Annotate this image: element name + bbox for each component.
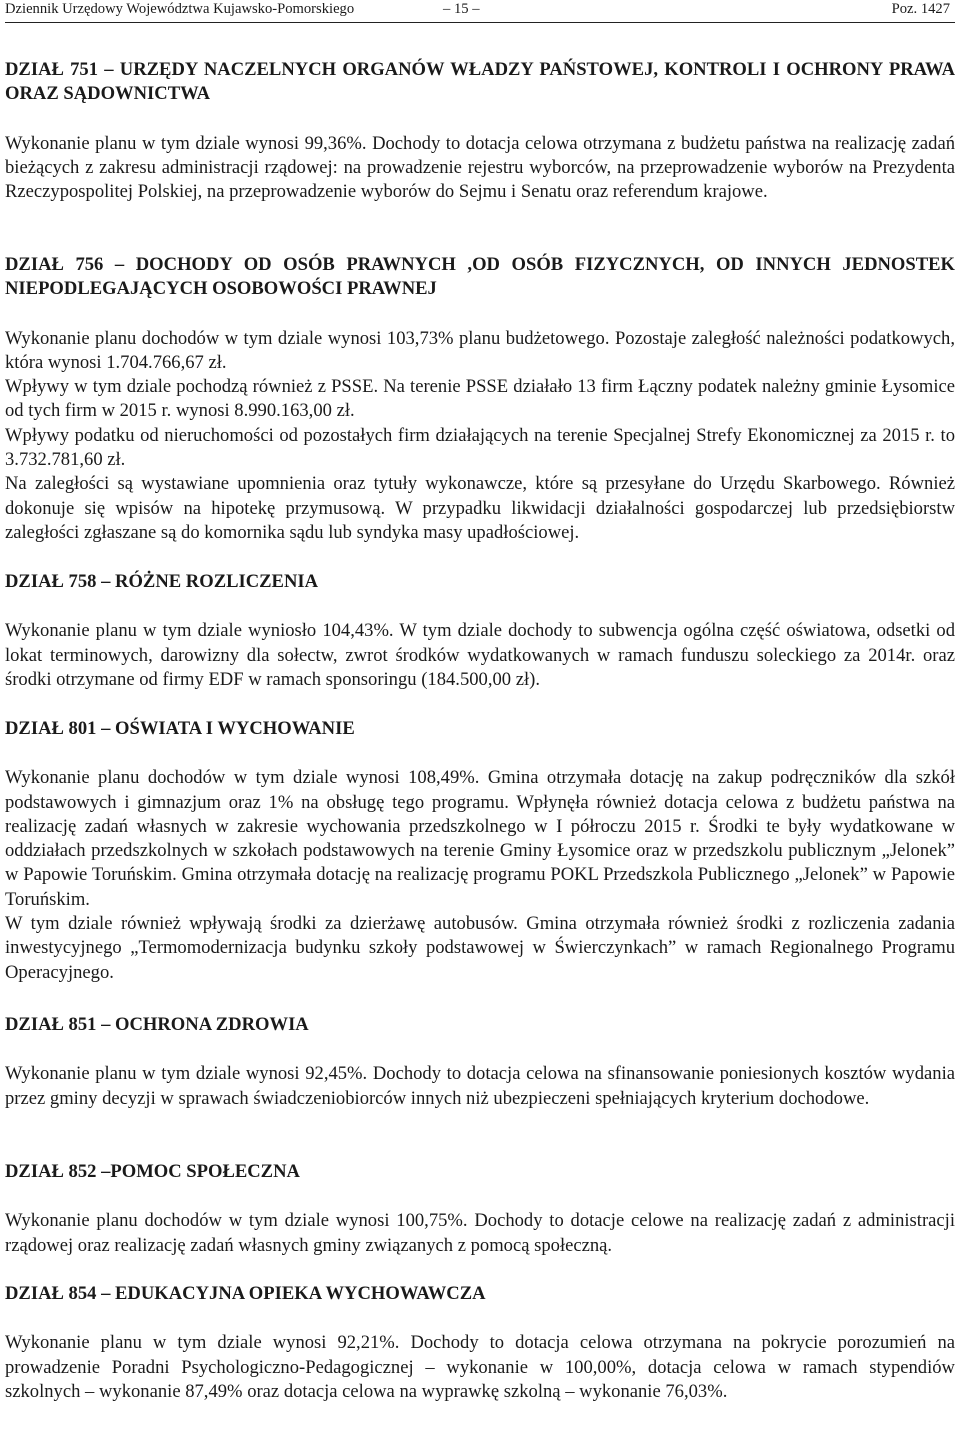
section-heading: DZIAŁ 751 – URZĘDY NACZELNYCH ORGANÓW WŁADZY PAŃSTOWEJ, KONTROLI I OCHRONY PRAWA ORAZ SĄDOWNICTWA [5, 59, 955, 105]
section-heading: DZIAŁ 851 – OCHRONA ZDROWIA [5, 1014, 309, 1035]
section-paragraph: Wykonanie planu w tym dziale wyniosło 104,43%. W tym dziale dochody to subwencja ogólna część oświatowa, odsetki od lokat terminowych, darowizny dla sołectw, zwrot środków wydatkowanych w ramach funduszu soleckiego za 2014r. oraz środki otrzymane od firmy EDF w ramach sponsoringu (184.500,00 zł). [5, 620, 955, 690]
section-paragraph: Wykonanie planu w tym dziale wynosi 99,36%. Dochody to dotacja celowa otrzymana z budżetu państwa na realizację zadań bieżących z zakresu administracji rządowej: na prowadzenie rejestru wyborców, na przeprowadzenie wyborów na Prezydenta Rzeczypospolitej Polskiej, na przeprowadzenie wyborów do Sejmu i Senatu oraz referendum krajowe. [5, 132, 955, 203]
section-paragraph: Wykonanie planu w tym dziale wynosi 92,45%. Dochody to dotacja celowa na sfinansowanie poniesionych kosztów wydania przez gminy decyzji w sprawach świadczeniobiorców innych niż ubezpieczeni spełniających kryterium dochodowe. [5, 1063, 955, 1109]
page-header [5, 0, 955, 23]
journal-title: Dziennik Urzędowy Województwa Kujawsko-Pomorskiego [5, 1, 355, 17]
section-paragraph: W tym dziale również wpływają środki za dzierżawę autobusów. Gmina otrzymała również środki z rozliczenia zadania inwestycyjnego „Termomodernizacja budynku szkoły podstawowej w Świerczynkach” w ramach Regionalnego Programu Operacyjnego. [5, 913, 955, 983]
section-heading: DZIAŁ 756 – DOCHODY OD OSÓB PRAWNYCH ,OD OSÓB FIZYCZNYCH, OD INNYCH JEDNOSTEK NIEPODLEGAJĄCYCH OSOBOWOŚCI PRAWNEJ [5, 254, 955, 300]
section-paragraph: Wykonanie planu dochodów w tym dziale wynosi 108,49%. Gmina otrzymała dotację na zakup podręczników dla szkół podstawowych i gimnazjum oraz 1% na obsługę tego programu. Wpłynęła również dotacja celowa z budżetu państwa na realizację zadań własnych w zakresie wychowania przedszkolnego w I półroczu 2015 r. Środki te były wydatkowane w oddziałach przedszkolnych w szkołach podstawowych na terenie Gminy Łysomice oraz w przedszkolu publicznym „Jelonek” w Papowie Toruńskim. Gmina otrzymała dotację na realizację programu POKL Przedszkola Publicznego „Jelonek” w Papowie Toruńskim. [5, 767, 955, 910]
section-paragraph: Wykonanie planu dochodów w tym dziale wynosi 103,73% planu budżetowego. Pozostaje zaległość należności podatkowych, która wynosi 1.704.766,67 zł. [5, 327, 955, 373]
section-heading: DZIAŁ 758 – RÓŻNE ROZLICZENIA [5, 571, 319, 592]
page-number: – 15 – [443, 1, 480, 17]
section-paragraph: Wykonanie planu w tym dziale wynosi 92,21%. Dochody to dotacja celowa otrzymana na pokrycie porozumień na prowadzenie Poradni Psychologiczno-Pedagogicznej – wykonanie w 100,00%, dotacja celowa w ramach stypendiów szkolnych – wykonanie 87,49% oraz dotacja celowa na wyprawkę szkolną – wykonanie 76,03%. [5, 1332, 955, 1402]
position-number: Poz. 1427 [891, 1, 950, 17]
section-heading: DZIAŁ 854 – EDUKACYJNA OPIEKA WYCHOWAWCZA [5, 1283, 486, 1304]
section-paragraph: Wykonanie planu dochodów w tym dziale wynosi 100,75%. Dochody to dotacje celowe na realizację zadań z administracji rządowej oraz realizację zadań własnych gminy związanych z pomocą społeczną. [5, 1210, 955, 1256]
section-751 [5, 58, 955, 204]
section-heading: DZIAŁ 852 –POMOC SPOŁECZNA [5, 1161, 300, 1182]
section-854 [5, 1282, 955, 1404]
section-paragraph: Wpływy podatku od nieruchomości od pozostałych firm działających na terenie Specjalnej Strefy Ekonomicznej za 2015 r. to 3.732.781,60 zł. [5, 424, 955, 471]
section-852 [5, 1160, 955, 1258]
section-756 [5, 253, 955, 545]
section-paragraph: Wpływy w tym dziale pochodzą również z PSSE. Na terenie PSSE działało 13 firm Łączny podatek należny gminie Łysomice od tych firm w 2015 r. wynosi 8.990.163,00 zł. [5, 376, 955, 422]
section-heading: DZIAŁ 801 – OŚWIATA I WYCHOWANIE [5, 718, 355, 739]
section-851 [5, 1013, 955, 1111]
section-758 [5, 570, 955, 692]
section-paragraph: Na zaległości są wystawiane upomnienia oraz tytuły wykonawcze, które są przesyłane do Urzędu Skarbowego. Również dokonuje się wpisów na hipotekę przymusową. W przypadku likwidacji działalności gospodarczej lub przedsiębiorstw zaległości zgłaszane są do komornika sądu lub syndyka masy upadłościowej. [5, 473, 955, 543]
section-801 [5, 717, 955, 985]
